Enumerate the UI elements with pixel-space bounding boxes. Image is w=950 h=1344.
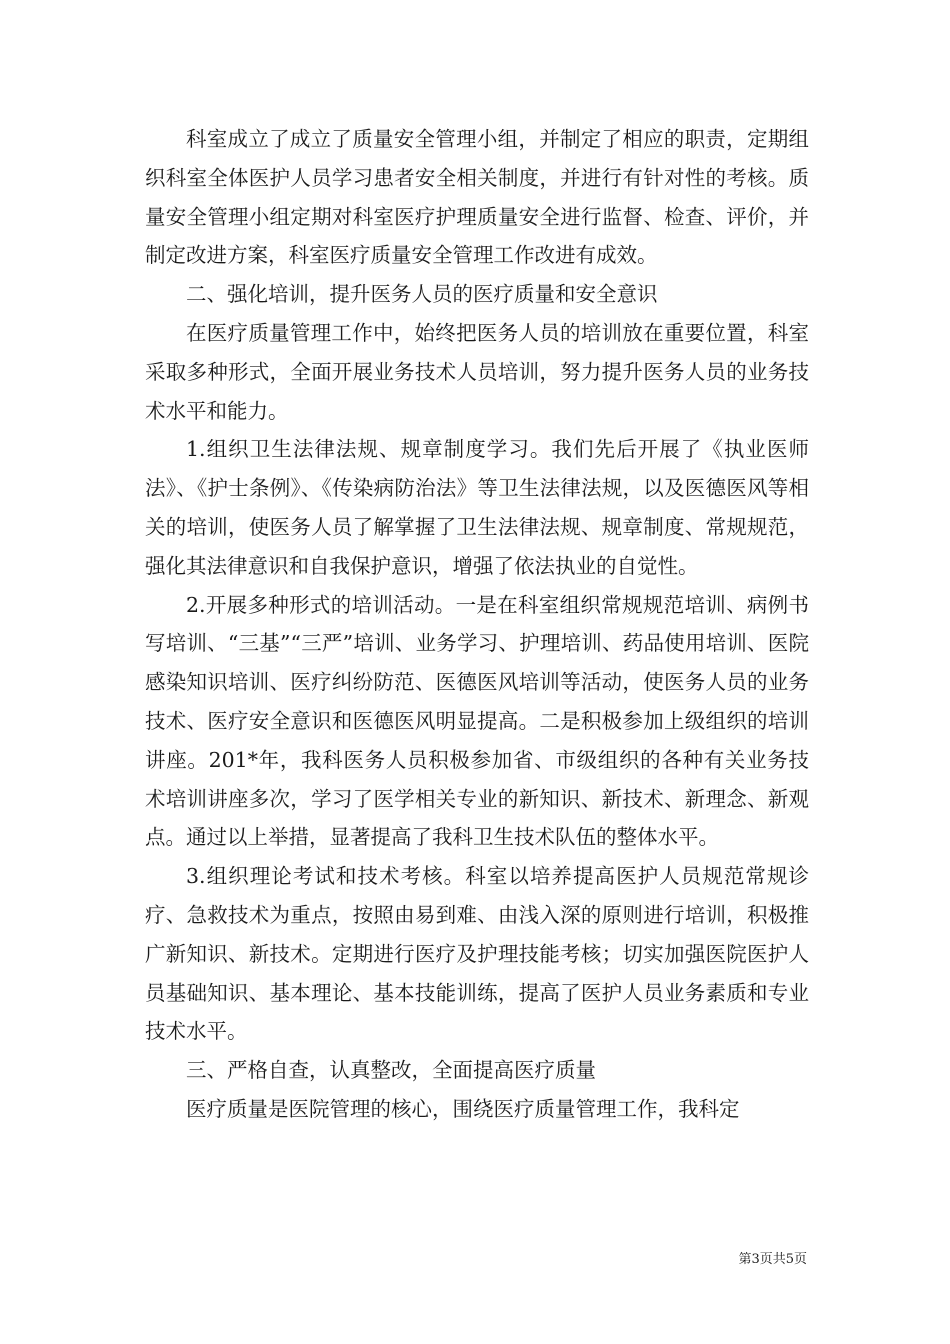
paragraph-item-1: 1.组织卫生法律法规、规章制度学习。我们先后开展了《执业医师法》、《护士条例》、《传染病防治法》等卫生法律法规，以及医德医风等相关的培训，使医务人员了解掌握了卫生法律法规、规章制度、常规规范，强化其法律意识和自我保护意识，增强了依法执业的自觉性。: [145, 437, 809, 578]
section-heading-training: 二、强化培训，提升医务人员的医疗质量和安全意识: [186, 282, 658, 307]
section-heading-self-inspection: 三、严格自查，认真整改，全面提高医疗质量: [186, 1058, 596, 1083]
page-number: 第3页共5页: [738, 1252, 807, 1267]
paragraph-quality-core: 医疗质量是医院管理的核心，围绕医疗质量管理工作，我科定: [186, 1096, 740, 1121]
paragraph-training-intro: 在医疗质量管理工作中，始终把医务人员的培训放在重要位置，科室采取多种形式，全面开展业务技术人员培训，努力提升医务人员的业务技术水平和能力。: [145, 320, 809, 423]
paragraph-item-2: 2.开展多种形式的培训活动。一是在科室组织常规规范培训、病例书写培训、“三基”“三严”培训、业务学习、护理培训、药品使用培训、医院感染知识培训、医疗纠纷防范、医德医风培训等活动，使医务人员的业务技术、医疗安全意识和医德医风明显提高。二是积极参加上级组织的培训讲座。201*年，我科医务人员积极参加省、市级组织的各种有关业务技术培训讲座多次，学习了医学相关专业的新知识、新技术、新理念、新观点。通过以上举措，显著提高了我科卫生技术队伍的整体水平。: [145, 592, 809, 850]
paragraph-quality-group: 科室成立了成立了质量安全管理小组，并制定了相应的职责，定期组织科室全体医护人员学习患者安全相关制度，并进行有针对性的考核。质量安全管理小组定期对科室医疗护理质量安全进行监督、检查、评价，并制定改进方案，科室医疗质量安全管理工作改进有成效。: [145, 127, 809, 268]
document-body: [145, 120, 809, 1129]
paragraph-item-3: 3.组织理论考试和技术考核。科室以培养提高医护人员规范常规诊疗、急救技术为重点，按照由易到难、由浅入深的原则进行培训，积极推广新知识、新技术。定期进行医疗及护理技能考核；切实加强医院医护人员基础知识、基本理论、基本技能训练，提高了医护人员业务素质和专业技术水平。: [145, 864, 809, 1044]
